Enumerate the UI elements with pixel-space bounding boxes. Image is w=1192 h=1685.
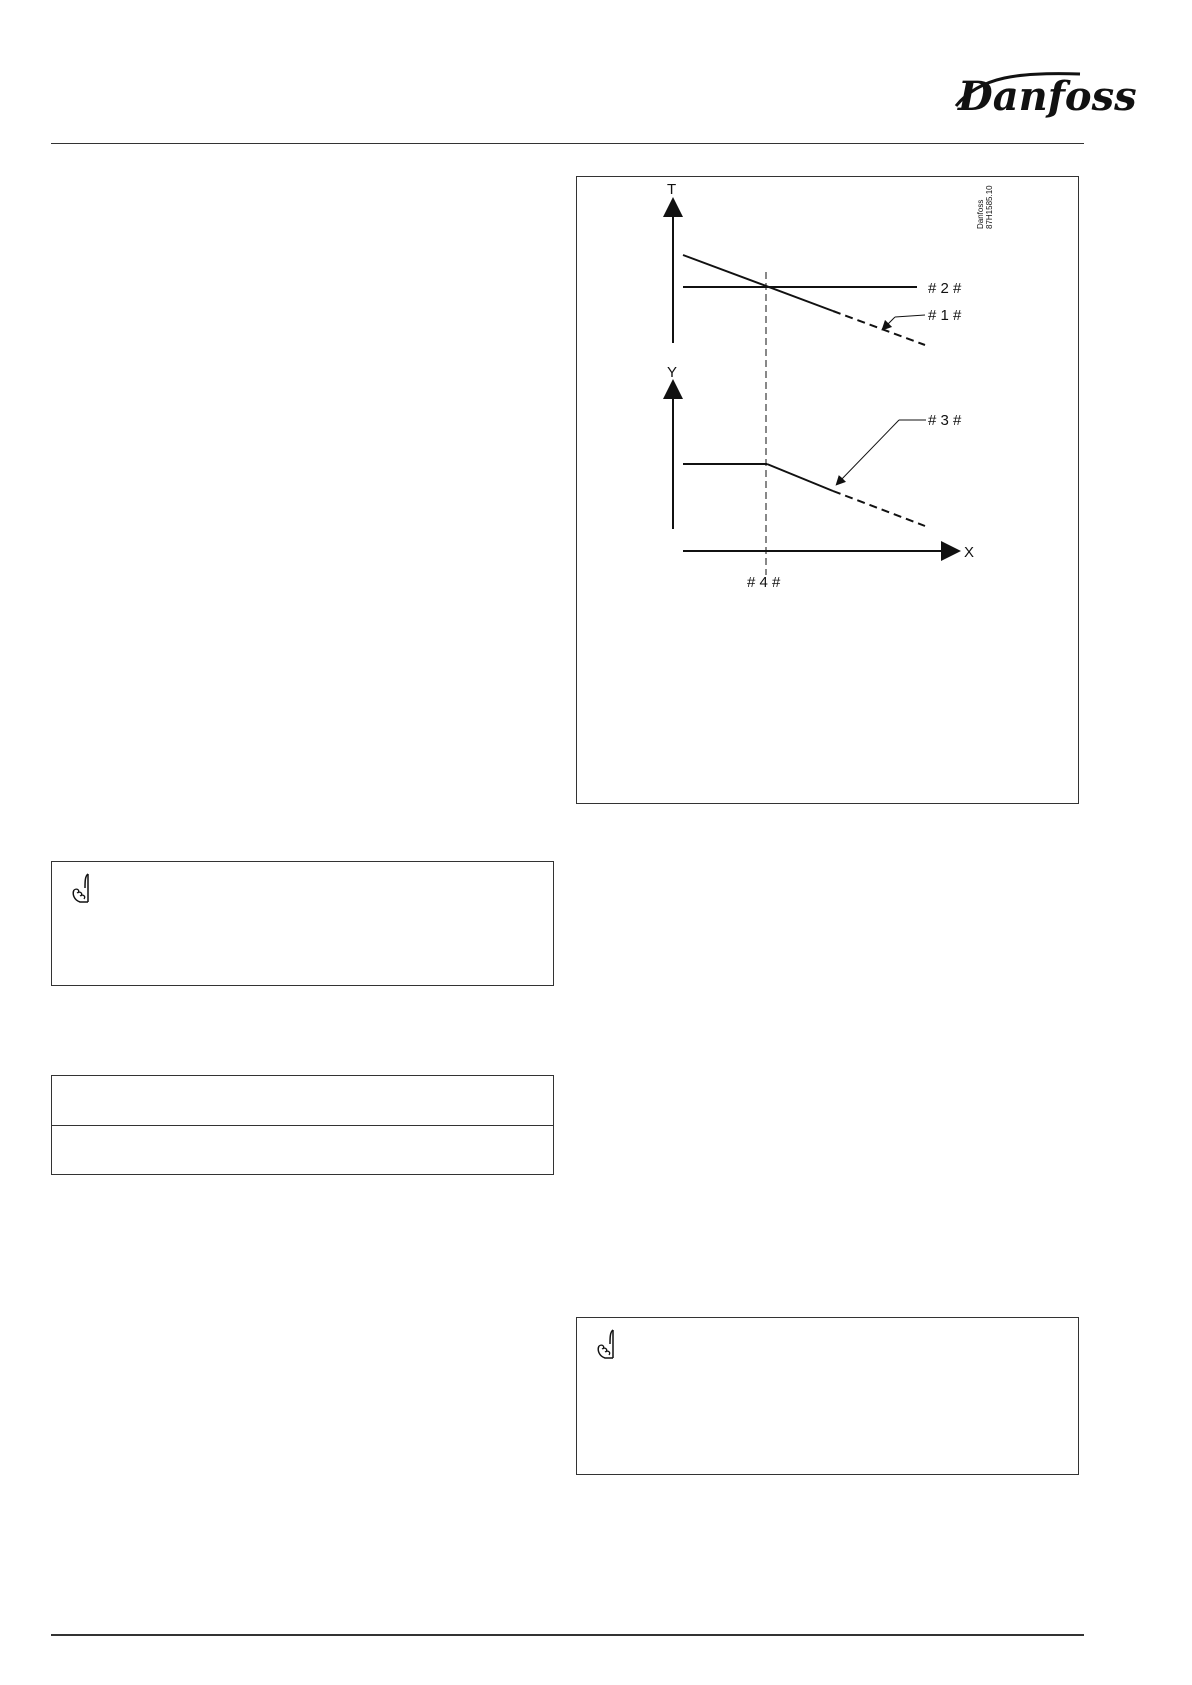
table-row	[52, 1125, 553, 1175]
figure-reference-code-line2: 87H1585.10	[985, 185, 994, 229]
figure-reference-code-line1: Danfoss	[976, 199, 985, 229]
pointing-hand-icon	[68, 872, 98, 906]
leader-1	[895, 315, 925, 317]
characteristic-diagram	[577, 177, 1080, 805]
leader-1-arrow	[885, 317, 895, 327]
label-4: # 4 #	[747, 574, 781, 591]
leader-3-arrow	[839, 420, 899, 482]
danfoss-logo	[950, 66, 1137, 122]
line-3-dashed	[833, 491, 925, 526]
t-axis-label: T	[667, 181, 677, 198]
x-axis-label: X	[964, 544, 975, 561]
label-1: # 1 #	[928, 307, 962, 324]
line-3-sloped	[767, 464, 833, 491]
logo-wordmark-graphic	[950, 66, 1137, 122]
note-box	[51, 861, 554, 986]
label-3: # 3 #	[928, 412, 962, 429]
footer-rule	[51, 1634, 1084, 1636]
note-box	[576, 1317, 1079, 1475]
line-1-solid	[683, 255, 833, 311]
figure-box	[576, 176, 1079, 804]
pointing-hand-icon	[593, 1328, 623, 1362]
table-row	[52, 1076, 553, 1125]
svg-text:Danfoss: Danfoss	[958, 73, 1137, 120]
empty-table	[51, 1075, 554, 1175]
header-rule	[51, 143, 1084, 144]
label-2: # 2 #	[928, 280, 962, 297]
y-axis-label: Y	[667, 364, 678, 381]
